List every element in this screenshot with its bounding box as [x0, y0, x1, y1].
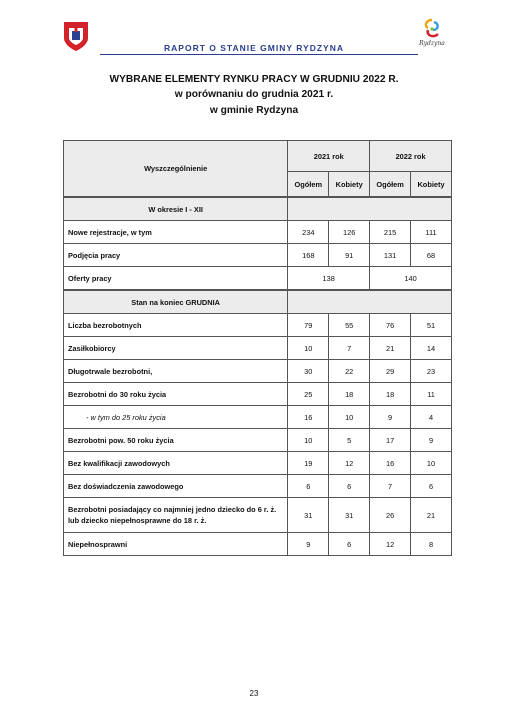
cell: 6	[329, 533, 370, 556]
cell: 9	[370, 406, 411, 429]
table-row	[64, 383, 452, 406]
cell: 16	[288, 406, 329, 429]
row-label: Długotrwale bezrobotni,	[64, 360, 288, 383]
table-row	[64, 314, 452, 337]
cell: 79	[288, 314, 329, 337]
subheader-total-2021: Ogółem	[288, 172, 329, 198]
row-label: Niepełnosprawni	[64, 533, 288, 556]
row-label: Podjęcia pracy	[64, 244, 288, 267]
subheader-total-2022: Ogółem	[370, 172, 411, 198]
section-empty	[288, 290, 452, 314]
cell: 10	[288, 429, 329, 452]
column-header-2022: 2022 rok	[370, 141, 452, 172]
table-header-row	[64, 141, 452, 172]
cell: 140	[370, 267, 452, 291]
row-label: Bezrobotni pow. 50 roku życia	[64, 429, 288, 452]
section-label: W okresie I - XII	[64, 197, 288, 221]
cell: 6	[288, 475, 329, 498]
row-label: Bezrobotni posiadający co najmniej jedno dziecko do 6 r. ż. lub dziecko niepełnosprawne do 18 r. ż.	[64, 498, 288, 533]
caption-line-2: w porównaniu do grudnia 2021 r.	[174, 89, 334, 100]
labour-market-table	[63, 140, 452, 556]
cell: 91	[329, 244, 370, 267]
cell: 111	[411, 221, 452, 244]
cell: 14	[411, 337, 452, 360]
rydzyna-logo	[416, 18, 448, 58]
section-empty	[288, 197, 452, 221]
subheader-women-2022: Kobiety	[411, 172, 452, 198]
cell: 12	[329, 452, 370, 475]
page-header	[0, 0, 508, 60]
row-label: - w tym do 25 roku życia	[64, 406, 288, 429]
section-row	[64, 290, 452, 314]
cell: 138	[288, 267, 370, 291]
cell: 234	[288, 221, 329, 244]
cell: 168	[288, 244, 329, 267]
section-label: Stan na koniec GRUDNIA	[64, 290, 288, 314]
cell: 9	[411, 429, 452, 452]
table-row	[64, 337, 452, 360]
cell: 4	[411, 406, 452, 429]
cell: 17	[370, 429, 411, 452]
table-row	[64, 429, 452, 452]
cell: 22	[329, 360, 370, 383]
cell: 76	[370, 314, 411, 337]
cell: 10	[411, 452, 452, 475]
cell: 6	[411, 475, 452, 498]
subheader-women-2021: Kobiety	[329, 172, 370, 198]
cell: 55	[329, 314, 370, 337]
table-row	[64, 221, 452, 244]
cell: 21	[411, 498, 452, 533]
row-label: Liczba bezrobotnych	[64, 314, 288, 337]
swirl-logo-icon	[416, 18, 448, 40]
cell: 21	[370, 337, 411, 360]
row-label: Oferty pracy	[64, 267, 288, 291]
row-label: Bezrobotni do 30 roku życia	[64, 383, 288, 406]
cell: 215	[370, 221, 411, 244]
section-row	[64, 197, 452, 221]
page-number: 23	[249, 689, 259, 698]
cell: 51	[411, 314, 452, 337]
cell: 18	[329, 383, 370, 406]
cell: 30	[288, 360, 329, 383]
table-row	[64, 498, 452, 533]
row-label: Zasiłkobiorcy	[64, 337, 288, 360]
table-row	[64, 406, 452, 429]
cell: 68	[411, 244, 452, 267]
table-row	[64, 267, 452, 291]
cell: 7	[329, 337, 370, 360]
table-row	[64, 244, 452, 267]
report-title: RAPORT O STANIE GMINY RYDZYNA	[164, 43, 344, 53]
cell: 31	[329, 498, 370, 533]
logo-text: Rydzyna	[419, 40, 445, 47]
cell: 26	[370, 498, 411, 533]
row-label: Bez kwalifikacji zawodowych	[64, 452, 288, 475]
cell: 16	[370, 452, 411, 475]
column-header-2021: 2021 rok	[288, 141, 370, 172]
caption-line-3: w gminie Rydzyna	[209, 105, 299, 116]
cell: 11	[411, 383, 452, 406]
cell: 25	[288, 383, 329, 406]
column-header-label: Wyszczególnienie	[64, 141, 288, 198]
table-row	[64, 360, 452, 383]
cell: 6	[329, 475, 370, 498]
row-label: Nowe rejestracje, w tym	[64, 221, 288, 244]
cell: 12	[370, 533, 411, 556]
table-row	[64, 475, 452, 498]
cell: 18	[370, 383, 411, 406]
table-row	[64, 452, 452, 475]
cell: 9	[288, 533, 329, 556]
cell: 23	[411, 360, 452, 383]
table-caption	[0, 72, 508, 119]
cell: 7	[370, 475, 411, 498]
cell: 31	[288, 498, 329, 533]
header-divider	[100, 54, 418, 55]
cell: 126	[329, 221, 370, 244]
cell: 19	[288, 452, 329, 475]
row-label: Bez doświadczenia zawodowego	[64, 475, 288, 498]
caption-line-1: WYBRANE ELEMENTY RYNKU PRACY W GRUDNIU 2022 R.	[109, 74, 399, 85]
cell: 8	[411, 533, 452, 556]
cell: 10	[329, 406, 370, 429]
cell: 5	[329, 429, 370, 452]
cell: 131	[370, 244, 411, 267]
cell: 10	[288, 337, 329, 360]
table-row	[64, 533, 452, 556]
cell: 29	[370, 360, 411, 383]
